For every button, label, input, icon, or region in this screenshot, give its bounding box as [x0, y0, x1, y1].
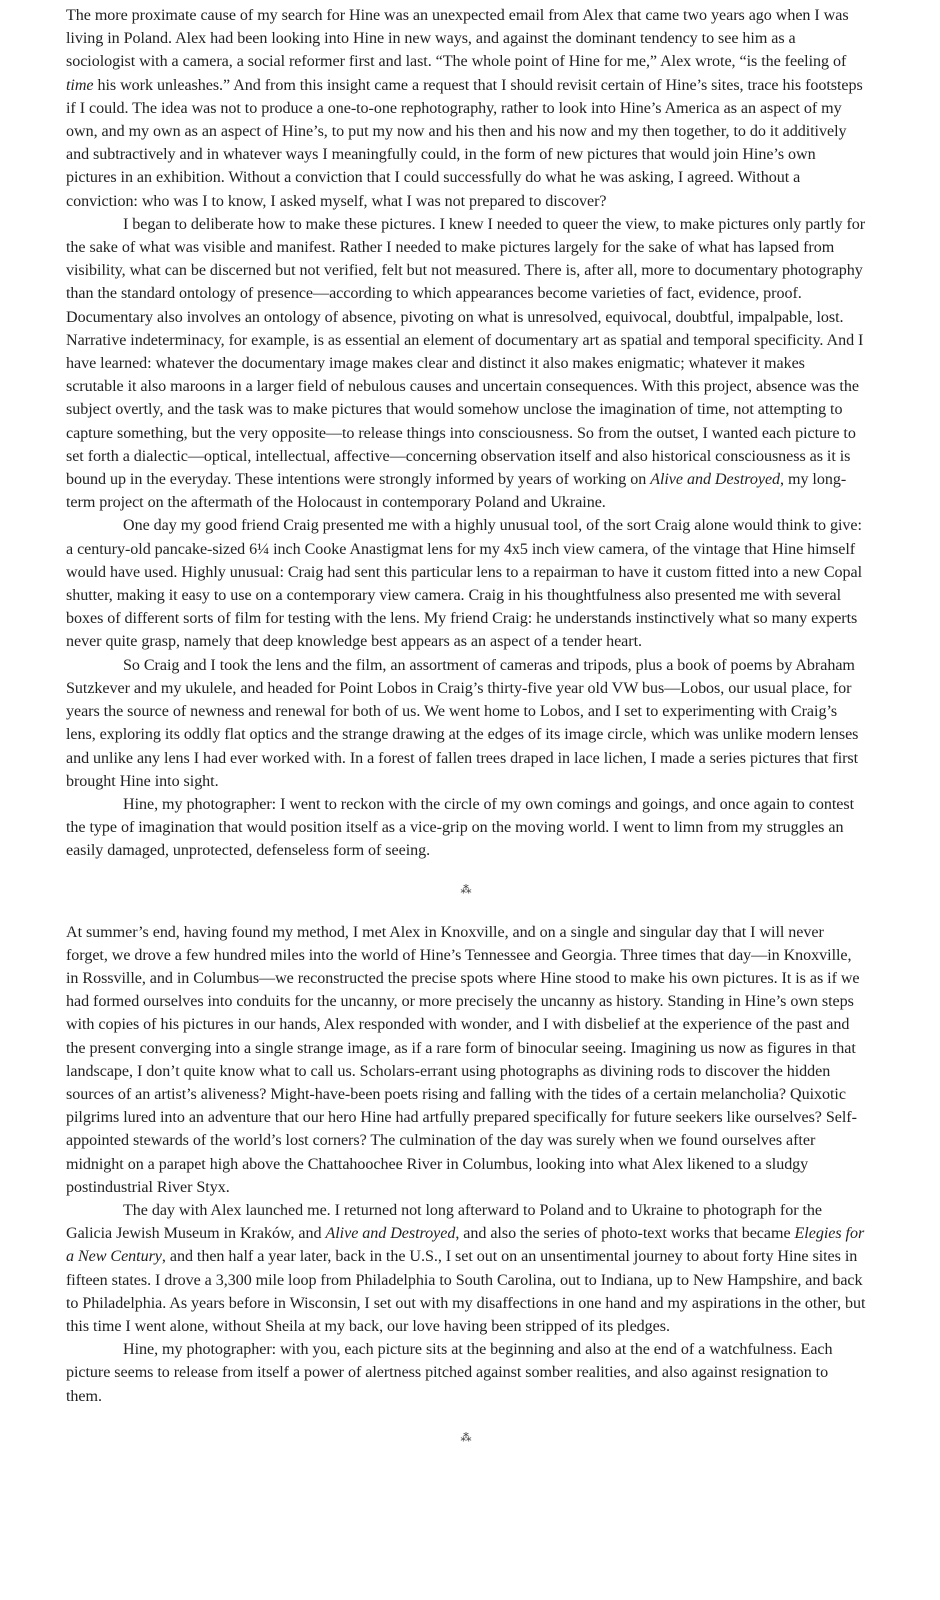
paragraph-p6	[66, 921, 866, 1199]
section-two	[66, 921, 866, 1408]
paragraph-p7	[66, 1199, 866, 1338]
paragraph-p4	[66, 654, 866, 793]
text-run: I began to deliberate how to make these pictures. I knew I needed to queer the view, to make pictures only partly for the sake of what was visible and manifest. Rather I needed to make pictures largely for the sake of what has lapsed from visibility, what can be discerned but not verified, felt but not measured. There is, after all, more to documentary photography than the standard ontology of presence—according to which appearances become varieties of fact, evidence, proof. Documentary also involves an ontology of absence, pivoting on what is unresolved, equivocal, doubtful, impalpable, lost. Narrative indeterminacy, for example, is as essential an element of documentary art as spatial and temporal specificity. And I have learned: whatever the documentary image makes clear and distinct it also makes enigmatic; whatever it makes scrutable it also maroons in a larger field of nebulous causes and uncertain consequences. With this project, absence was the subject overtly, and the task was to make pictures that would somehow unclose the imagination of time, not attempting to capture something, but the very opposite—to release things into consciousness. So from the outset, I wanted each picture to set forth a dialectic—optical, intellectual, affective—concerning observation itself and also historical consciousness as it is bound up in the everyday. These intentions were strongly informed by years of working on	[66, 215, 866, 489]
text-run: At summer’s end, having found my method, I met Alex in Knoxville, and on a single and singular day that I will never forget, we drove a few hundred miles into the world of Hine’s Tennessee and Georgia. Three times that day—in Knoxville, in Rossville, and in Columbus—we reconstructed the precise spots where Hine stood to make his own pictures. It is as if we had formed ourselves into conduits for the uncanny, or more precisely the uncanny as history. Standing in Hine’s own steps with copies of his pictures in our hands, Alex responded with wonder, and I with disbelief at the experience of the past and the present converging into a single strange image, as if a rare form of binocular seeing. Imagining us now as figures in that landscape, I don’t quite know what to call us. Scholars-errant using photographs as divining rods to discover the hidden sources of an artist’s aliveness? Might-have-been poets rising and falling with the tides of a certain melancholia? Quixotic pilgrims lured into an adventure that our hero Hine had artfully prepared specifically for future seekers like ourselves? Self-appointed stewards of the world’s lost corners? The culmination of the day was surely when we found ourselves after midnight on a parapet high above the Chattahoochee River in Columbus, looking into what Alex likened to a sludgy postindustrial River Styx.	[66, 923, 860, 1196]
text-run: The more proximate cause of my search for Hine was an unexpected email from Alex that came two years ago when I was living in Poland. Alex had been looking into Hine in new ways, and against the dominant tendency to see him as a sociologist with a camera, a social reformer first and last. “The whole point of Hine for me,” Alex wrote, “is the feeling of	[66, 7, 849, 71]
italic-title: time	[66, 76, 94, 94]
section-divider-ornament-end: ⁂	[460, 1431, 472, 1444]
paragraph-p8	[66, 1338, 866, 1408]
section-one	[66, 4, 866, 863]
text-run: So Craig and I took the lens and the film, an assortment of cameras and tripods, plus a book of poems by Abraham Sutzkever and my ukulele, and headed for Point Lobos in Craig’s thirty-five year old VW bus—Lobos, our usual place, for years the source of newness and renewal for both of us. We went home to Lobos, and I set to experimenting with Craig’s lens, exploring its oddly flat optics and the strange drawing at the edges of its image circle, which was unlike modern lenses and unlike any lens I had ever worked with. In a forest of fallen trees draped in lace lichen, I made a series pictures that first brought Hine into sight.	[66, 656, 859, 790]
paragraph-p1	[66, 4, 866, 213]
italic-title: Elegies for a New Century	[66, 1225, 865, 1266]
italic-title: Alive and Destroyed	[325, 1225, 456, 1243]
text-run: his work unleashes.” And from this insight came a request that I should revisit certain of Hine’s sites, trace his footsteps if I could. The idea was not to produce a one-to-one rephotography, rather to look into Hine’s America as an aspect of my own, and my own as an aspect of Hine’s, to put my now and his then and his now and my then together, to do it additively and subtractively and in whatever ways I meaningfully could, in the form of new pictures that would join Hine’s own pictures in an exhibition. Without a conviction that I could successfully do what he was asking, I agreed. Without a conviction: who was I to know, I asked myself, what I was not prepared to discover?	[66, 76, 863, 210]
text-run: , my long-term project on the aftermath of the Holocaust in contemporary Poland and Ukraine.	[66, 471, 847, 512]
text-run: Hine, my photographer: with you, each picture sits at the beginning and also at the end of a watchfulness. Each picture seems to release from itself a power of alertness pitched against somber realities, and also against resignation to them.	[66, 1341, 833, 1405]
italic-title: Alive and Destroyed	[650, 471, 781, 489]
text-run: , and also the series of photo-text works that became	[455, 1225, 795, 1243]
text-run: The day with Alex launched me. I returned not long afterward to Poland and to Ukraine to photograph for the Galicia Jewish Museum in Kraków, and	[66, 1201, 822, 1243]
text-run: , and then half a year later, back in the U.S., I set out on an unsentimental journey to about forty Hine sites in fifteen states. I drove a 3,300 mile loop from Philadelphia to South Carolina, out to Indiana, up to New Hampshire, and back to Philadelphia. As years before in Wisconsin, I set out with my disaffections in one hand and my aspirations in the other, but this time I went alone, without Sheila at my back, our love having been stripped of its pledges.	[66, 1248, 866, 1335]
paragraph-p3	[66, 514, 866, 653]
text-run: One day my good friend Craig presented me with a highly unusual tool, of the sort Craig alone would think to give: a century-old pancake-sized 6¼ inch Cooke Anastigmat lens for my 4x5 inch view camera, of the vintage that Hine himself would have used. Highly unusual: Craig had sent this particular lens to a repairman to have it custom fitted into a new Copal shutter, making it easy to use on a contemporary view camera. Craig in his thoughtfulness also presented me with several boxes of different sorts of film for testing with the lens. My friend Craig: he understands instinctively what so many experts never quite grasp, namely that deep knowledge best appears as an aspect of a tender heart.	[66, 517, 863, 651]
text-run: Hine, my photographer: I went to reckon with the circle of my own comings and goings, and once again to contest the type of imagination that would position itself as a vice-grip on the moving world. I went to limn from my struggles an easily damaged, unprotected, defenseless form of seeing.	[66, 795, 854, 860]
paragraph-p2	[66, 213, 866, 515]
section-divider-ornament: ⁂	[460, 883, 472, 896]
document-page	[66, 4, 866, 1469]
paragraph-p5	[66, 793, 866, 863]
